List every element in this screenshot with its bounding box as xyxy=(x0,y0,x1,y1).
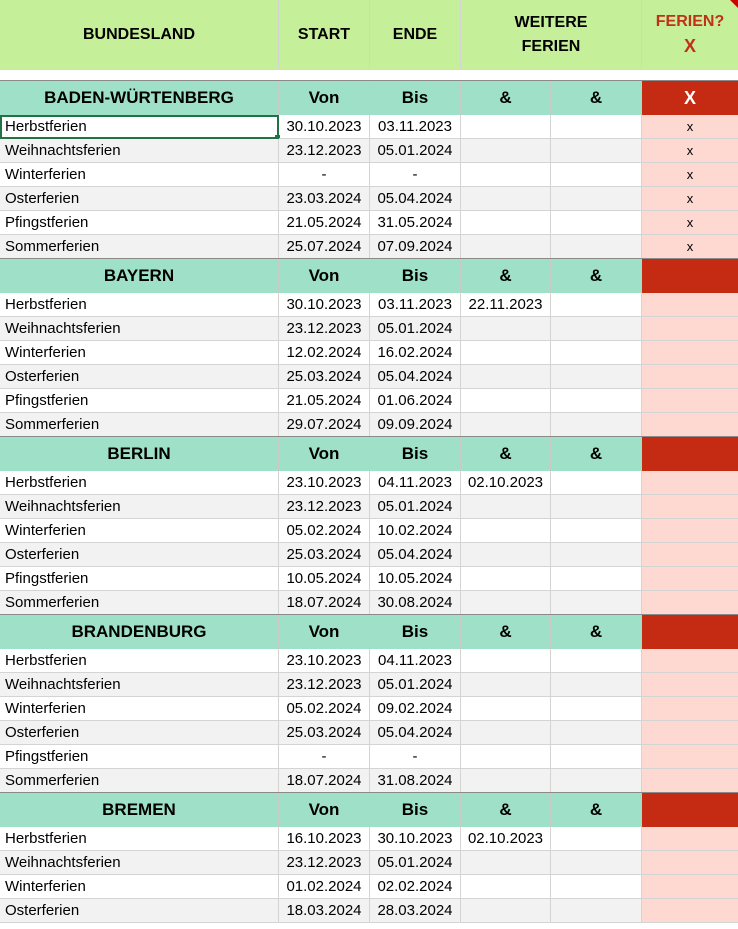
extra-date-cell[interactable] xyxy=(551,341,642,365)
ferien-mark-cell[interactable] xyxy=(642,341,738,365)
extra-date-cell[interactable] xyxy=(461,187,551,211)
and-header-cell[interactable]: & xyxy=(551,259,642,293)
start-date-cell[interactable]: 23.03.2024 xyxy=(279,187,370,211)
table-row xyxy=(0,875,738,899)
state-header-row xyxy=(0,614,738,649)
extra-date-cell[interactable] xyxy=(551,139,642,163)
table-row xyxy=(0,745,738,769)
header-ende[interactable] xyxy=(370,0,461,70)
state-name-cell[interactable]: BADEN-WÜRTENBERG xyxy=(0,81,279,115)
end-date-cell[interactable]: 01.06.2024 xyxy=(370,389,461,413)
end-date-cell[interactable]: 04.11.2023 xyxy=(370,471,461,495)
header-ferien[interactable] xyxy=(642,0,738,70)
end-date-cell[interactable]: 30.10.2023 xyxy=(370,827,461,851)
extra-date-cell[interactable] xyxy=(551,769,642,793)
extra-date-cell[interactable] xyxy=(551,851,642,875)
ferien-mark-cell[interactable] xyxy=(642,365,738,389)
ferien-mark-cell[interactable] xyxy=(642,543,738,567)
ferien-mark-cell[interactable] xyxy=(642,875,738,899)
start-date-cell[interactable]: 21.05.2024 xyxy=(279,211,370,235)
ferien-mark-cell[interactable] xyxy=(642,317,738,341)
holiday-name-cell[interactable]: Osterferien xyxy=(0,899,279,923)
holiday-name-cell[interactable]: Winterferien xyxy=(0,163,279,187)
ferien-mark-cell[interactable] xyxy=(642,591,738,615)
holiday-name-cell[interactable]: Winterferien xyxy=(0,519,279,543)
end-date-cell[interactable]: 09.09.2024 xyxy=(370,413,461,437)
holiday-name-cell[interactable]: Weihnachtsferien xyxy=(0,495,279,519)
holiday-name-cell[interactable]: Pfingstferien xyxy=(0,745,279,769)
extra-date-cell[interactable] xyxy=(461,413,551,437)
ferien-mark-cell[interactable] xyxy=(642,389,738,413)
start-date-cell[interactable]: 23.10.2023 xyxy=(279,649,370,673)
holiday-name-cell[interactable]: Sommerferien xyxy=(0,413,279,437)
holiday-name-cell[interactable]: Herbstferien xyxy=(0,827,279,851)
extra-date-cell[interactable] xyxy=(551,471,642,495)
holiday-name-cell[interactable]: Osterferien xyxy=(0,365,279,389)
extra-date-cell[interactable]: 02.10.2023 xyxy=(461,471,551,495)
header-bundesland-label: BUNDESLAND xyxy=(83,26,195,43)
end-date-cell[interactable]: 31.05.2024 xyxy=(370,211,461,235)
extra-date-cell[interactable] xyxy=(461,851,551,875)
table-row xyxy=(0,673,738,697)
start-date-cell[interactable]: 12.02.2024 xyxy=(279,341,370,365)
table-row xyxy=(0,471,738,495)
extra-date-cell[interactable] xyxy=(551,567,642,591)
ferien-mark-cell[interactable]: x xyxy=(642,235,738,259)
start-date-cell[interactable]: 25.03.2024 xyxy=(279,721,370,745)
table-row xyxy=(0,543,738,567)
ferien-mark-cell[interactable] xyxy=(642,471,738,495)
end-date-cell[interactable]: 28.03.2024 xyxy=(370,899,461,923)
state-header-row xyxy=(0,258,738,293)
holiday-name-cell[interactable]: Weihnachtsferien xyxy=(0,139,279,163)
holiday-name-cell[interactable]: Herbstferien xyxy=(0,471,279,495)
end-date-cell[interactable]: 05.01.2024 xyxy=(370,495,461,519)
ferien-mark-cell[interactable] xyxy=(642,567,738,591)
end-date-cell[interactable]: 07.09.2024 xyxy=(370,235,461,259)
holiday-name-cell[interactable]: Herbstferien xyxy=(0,293,279,317)
table-row xyxy=(0,317,738,341)
start-date-cell[interactable]: 05.02.2024 xyxy=(279,519,370,543)
extra-date-cell[interactable] xyxy=(461,875,551,899)
holiday-name-cell[interactable]: Herbstferien xyxy=(0,115,279,139)
state-section xyxy=(0,80,738,259)
extra-date-cell[interactable]: 02.10.2023 xyxy=(461,827,551,851)
extra-date-cell[interactable] xyxy=(551,211,642,235)
end-date-cell[interactable]: 05.01.2024 xyxy=(370,673,461,697)
extra-date-cell[interactable] xyxy=(461,745,551,769)
extra-date-cell[interactable] xyxy=(461,235,551,259)
table-row xyxy=(0,413,738,437)
start-date-cell[interactable]: 18.03.2024 xyxy=(279,899,370,923)
table-row xyxy=(0,649,738,673)
extra-date-cell[interactable] xyxy=(461,115,551,139)
extra-date-cell[interactable] xyxy=(551,899,642,923)
and-header-cell[interactable]: & xyxy=(461,615,551,649)
end-date-cell[interactable]: 09.02.2024 xyxy=(370,697,461,721)
state-name-cell[interactable]: BAYERN xyxy=(0,259,279,293)
and-header-cell[interactable]: & xyxy=(551,437,642,471)
extra-date-cell[interactable] xyxy=(551,115,642,139)
table-row xyxy=(0,235,738,259)
ferien-mark-cell[interactable] xyxy=(642,649,738,673)
extra-date-cell[interactable] xyxy=(551,389,642,413)
ferien-mark-cell[interactable] xyxy=(642,769,738,793)
header-start-label: START xyxy=(297,26,351,43)
extra-date-cell[interactable] xyxy=(461,591,551,615)
and-header-cell[interactable]: & xyxy=(551,81,642,115)
holiday-rows xyxy=(0,649,738,793)
extra-date-cell[interactable] xyxy=(551,591,642,615)
start-date-cell[interactable]: 01.02.2024 xyxy=(279,875,370,899)
ferien-flag-cell[interactable] xyxy=(642,615,738,649)
bis-header-cell[interactable]: Bis xyxy=(370,81,461,115)
header-ferien-line2: X xyxy=(683,36,696,56)
and-header-cell[interactable]: & xyxy=(461,81,551,115)
start-date-cell[interactable]: 25.03.2024 xyxy=(279,365,370,389)
extra-date-cell[interactable] xyxy=(551,365,642,389)
extra-date-cell[interactable] xyxy=(551,745,642,769)
start-date-cell[interactable]: 25.07.2024 xyxy=(279,235,370,259)
start-date-cell[interactable]: 10.05.2024 xyxy=(279,567,370,591)
state-name-cell[interactable]: BREMEN xyxy=(0,793,279,827)
von-header-cell[interactable]: Von xyxy=(279,437,370,471)
table-row xyxy=(0,365,738,389)
holiday-rows xyxy=(0,293,738,437)
table-row xyxy=(0,389,738,413)
end-date-cell[interactable]: 05.04.2024 xyxy=(370,721,461,745)
extra-date-cell[interactable] xyxy=(551,413,642,437)
extra-date-cell[interactable] xyxy=(551,293,642,317)
state-section xyxy=(0,614,738,793)
holiday-name-cell[interactable]: Weihnachtsferien xyxy=(0,851,279,875)
von-header-cell[interactable]: Von xyxy=(279,615,370,649)
extra-date-cell[interactable] xyxy=(551,649,642,673)
end-date-cell[interactable]: 31.08.2024 xyxy=(370,769,461,793)
ferien-flag-cell[interactable] xyxy=(642,437,738,471)
column-header-row xyxy=(0,0,738,70)
holiday-name-cell[interactable]: Pfingstferien xyxy=(0,211,279,235)
end-date-cell[interactable]: 30.08.2024 xyxy=(370,591,461,615)
start-date-cell[interactable]: 23.10.2023 xyxy=(279,471,370,495)
ferien-mark-cell[interactable]: x xyxy=(642,211,738,235)
state-header-row xyxy=(0,436,738,471)
holiday-name-cell[interactable]: Winterferien xyxy=(0,697,279,721)
state-section xyxy=(0,792,738,923)
ferien-mark-cell[interactable] xyxy=(642,413,738,437)
and-header-cell[interactable]: & xyxy=(551,793,642,827)
ferien-flag-cell[interactable]: X xyxy=(642,81,738,115)
table-row xyxy=(0,163,738,187)
header-weitere-line1: WEITERE xyxy=(514,14,588,31)
ferien-mark-cell[interactable] xyxy=(642,899,738,923)
and-header-cell[interactable]: & xyxy=(461,437,551,471)
bis-header-cell[interactable]: Bis xyxy=(370,615,461,649)
extra-date-cell[interactable] xyxy=(461,211,551,235)
extra-date-cell[interactable] xyxy=(551,187,642,211)
holiday-name-cell[interactable]: Pfingstferien xyxy=(0,389,279,413)
extra-date-cell[interactable] xyxy=(461,519,551,543)
extra-date-cell[interactable] xyxy=(461,899,551,923)
end-date-cell[interactable]: 05.04.2024 xyxy=(370,365,461,389)
end-date-cell[interactable]: - xyxy=(370,163,461,187)
start-date-cell[interactable]: 23.12.2023 xyxy=(279,139,370,163)
holiday-name-cell[interactable]: Sommerferien xyxy=(0,591,279,615)
ferien-mark-cell[interactable]: x xyxy=(642,115,738,139)
extra-date-cell[interactable] xyxy=(461,139,551,163)
start-date-cell[interactable]: 23.12.2023 xyxy=(279,673,370,697)
extra-date-cell[interactable] xyxy=(551,673,642,697)
end-date-cell[interactable]: - xyxy=(370,745,461,769)
state-section xyxy=(0,258,738,437)
extra-date-cell[interactable] xyxy=(551,875,642,899)
end-date-cell[interactable]: 05.04.2024 xyxy=(370,187,461,211)
end-date-cell[interactable]: 05.01.2024 xyxy=(370,139,461,163)
holiday-name-cell[interactable]: Osterferien xyxy=(0,543,279,567)
extra-date-cell[interactable] xyxy=(461,673,551,697)
extra-date-cell[interactable] xyxy=(461,649,551,673)
ferien-mark-cell[interactable] xyxy=(642,495,738,519)
holiday-name-cell[interactable]: Osterferien xyxy=(0,187,279,211)
state-header-row xyxy=(0,80,738,115)
bis-header-cell[interactable]: Bis xyxy=(370,437,461,471)
ferien-mark-cell[interactable] xyxy=(642,697,738,721)
holiday-rows xyxy=(0,115,738,259)
table-row xyxy=(0,495,738,519)
start-date-cell[interactable]: 21.05.2024 xyxy=(279,389,370,413)
table-row xyxy=(0,567,738,591)
ferien-mark-cell[interactable] xyxy=(642,827,738,851)
header-weitere-ferien[interactable] xyxy=(461,0,642,70)
extra-date-cell[interactable] xyxy=(551,163,642,187)
header-ferien-line1: FERIEN? xyxy=(655,13,725,30)
start-date-cell[interactable]: 23.12.2023 xyxy=(279,851,370,875)
start-date-cell[interactable]: 05.02.2024 xyxy=(279,697,370,721)
start-date-cell[interactable]: 30.10.2023 xyxy=(279,293,370,317)
table-row xyxy=(0,115,738,139)
extra-date-cell[interactable] xyxy=(461,495,551,519)
comment-indicator-icon[interactable] xyxy=(730,0,738,8)
state-name-cell[interactable]: BRANDENBURG xyxy=(0,615,279,649)
table-row xyxy=(0,827,738,851)
holiday-name-cell[interactable]: Sommerferien xyxy=(0,235,279,259)
extra-date-cell[interactable] xyxy=(461,769,551,793)
table-row xyxy=(0,591,738,615)
end-date-cell[interactable]: 03.11.2023 xyxy=(370,293,461,317)
holiday-name-cell[interactable]: Osterferien xyxy=(0,721,279,745)
bis-header-cell[interactable]: Bis xyxy=(370,793,461,827)
extra-date-cell[interactable] xyxy=(461,721,551,745)
holiday-name-cell[interactable]: Herbstferien xyxy=(0,649,279,673)
ferien-mark-cell[interactable]: x xyxy=(642,163,738,187)
end-date-cell[interactable]: 02.02.2024 xyxy=(370,875,461,899)
table-row xyxy=(0,899,738,923)
state-header-row xyxy=(0,792,738,827)
ferien-mark-cell[interactable] xyxy=(642,519,738,543)
table-row xyxy=(0,211,738,235)
extra-date-cell[interactable] xyxy=(551,721,642,745)
extra-date-cell[interactable] xyxy=(461,341,551,365)
extra-date-cell[interactable] xyxy=(461,163,551,187)
table-row xyxy=(0,293,738,317)
extra-date-cell[interactable] xyxy=(461,543,551,567)
end-date-cell[interactable]: 04.11.2023 xyxy=(370,649,461,673)
start-date-cell[interactable]: 23.12.2023 xyxy=(279,495,370,519)
and-header-cell[interactable]: & xyxy=(461,259,551,293)
ferien-mark-cell[interactable]: x xyxy=(642,187,738,211)
extra-date-cell[interactable] xyxy=(461,389,551,413)
ferien-mark-cell[interactable] xyxy=(642,673,738,697)
holiday-rows xyxy=(0,471,738,615)
header-weitere-line2: FERIEN xyxy=(521,38,581,55)
holiday-rows xyxy=(0,827,738,923)
end-date-cell[interactable]: 05.04.2024 xyxy=(370,543,461,567)
end-date-cell[interactable]: 05.01.2024 xyxy=(370,851,461,875)
table-row xyxy=(0,187,738,211)
holiday-name-cell[interactable]: Winterferien xyxy=(0,875,279,899)
state-name-cell[interactable]: BERLIN xyxy=(0,437,279,471)
ferien-mark-cell[interactable] xyxy=(642,851,738,875)
table-row xyxy=(0,519,738,543)
extra-date-cell[interactable] xyxy=(551,519,642,543)
end-date-cell[interactable]: 16.02.2024 xyxy=(370,341,461,365)
extra-date-cell[interactable] xyxy=(461,365,551,389)
end-date-cell[interactable]: 10.05.2024 xyxy=(370,567,461,591)
holiday-name-cell[interactable]: Winterferien xyxy=(0,341,279,365)
holiday-name-cell[interactable]: Weihnachtsferien xyxy=(0,673,279,697)
ferien-mark-cell[interactable] xyxy=(642,721,738,745)
start-date-cell[interactable]: - xyxy=(279,745,370,769)
and-header-cell[interactable]: & xyxy=(461,793,551,827)
start-date-cell[interactable]: 29.07.2024 xyxy=(279,413,370,437)
extra-date-cell[interactable]: 22.11.2023 xyxy=(461,293,551,317)
extra-date-cell[interactable] xyxy=(461,317,551,341)
extra-date-cell[interactable] xyxy=(551,543,642,567)
state-section xyxy=(0,436,738,615)
ferien-mark-cell[interactable] xyxy=(642,293,738,317)
von-header-cell[interactable]: Von xyxy=(279,259,370,293)
start-date-cell[interactable]: 30.10.2023 xyxy=(279,115,370,139)
ferien-flag-cell[interactable] xyxy=(642,793,738,827)
start-date-cell[interactable]: 18.07.2024 xyxy=(279,769,370,793)
holiday-name-cell[interactable]: Sommerferien xyxy=(0,769,279,793)
header-bundesland[interactable] xyxy=(0,0,279,70)
table-row xyxy=(0,139,738,163)
table-row xyxy=(0,769,738,793)
bis-header-cell[interactable]: Bis xyxy=(370,259,461,293)
extra-date-cell[interactable] xyxy=(461,567,551,591)
holiday-name-cell[interactable]: Pfingstferien xyxy=(0,567,279,591)
end-date-cell[interactable]: 03.11.2023 xyxy=(370,115,461,139)
header-start[interactable] xyxy=(279,0,370,70)
table-row xyxy=(0,697,738,721)
end-date-cell[interactable]: 10.02.2024 xyxy=(370,519,461,543)
start-date-cell[interactable]: 25.03.2024 xyxy=(279,543,370,567)
extra-date-cell[interactable] xyxy=(461,697,551,721)
start-date-cell[interactable]: 18.07.2024 xyxy=(279,591,370,615)
holiday-name-cell[interactable]: Weihnachtsferien xyxy=(0,317,279,341)
table-row xyxy=(0,851,738,875)
end-date-cell[interactable]: 05.01.2024 xyxy=(370,317,461,341)
header-ende-label: ENDE xyxy=(392,26,438,43)
table-row xyxy=(0,721,738,745)
table-row xyxy=(0,341,738,365)
start-date-cell[interactable]: - xyxy=(279,163,370,187)
ferien-mark-cell[interactable] xyxy=(642,745,738,769)
extra-date-cell[interactable] xyxy=(551,827,642,851)
extra-date-cell[interactable] xyxy=(551,317,642,341)
extra-date-cell[interactable] xyxy=(551,697,642,721)
von-header-cell[interactable]: Von xyxy=(279,793,370,827)
extra-date-cell[interactable] xyxy=(551,495,642,519)
start-date-cell[interactable]: 16.10.2023 xyxy=(279,827,370,851)
ferien-flag-cell[interactable] xyxy=(642,259,738,293)
and-header-cell[interactable]: & xyxy=(551,615,642,649)
von-header-cell[interactable]: Von xyxy=(279,81,370,115)
ferien-mark-cell[interactable]: x xyxy=(642,139,738,163)
start-date-cell[interactable]: 23.12.2023 xyxy=(279,317,370,341)
extra-date-cell[interactable] xyxy=(551,235,642,259)
